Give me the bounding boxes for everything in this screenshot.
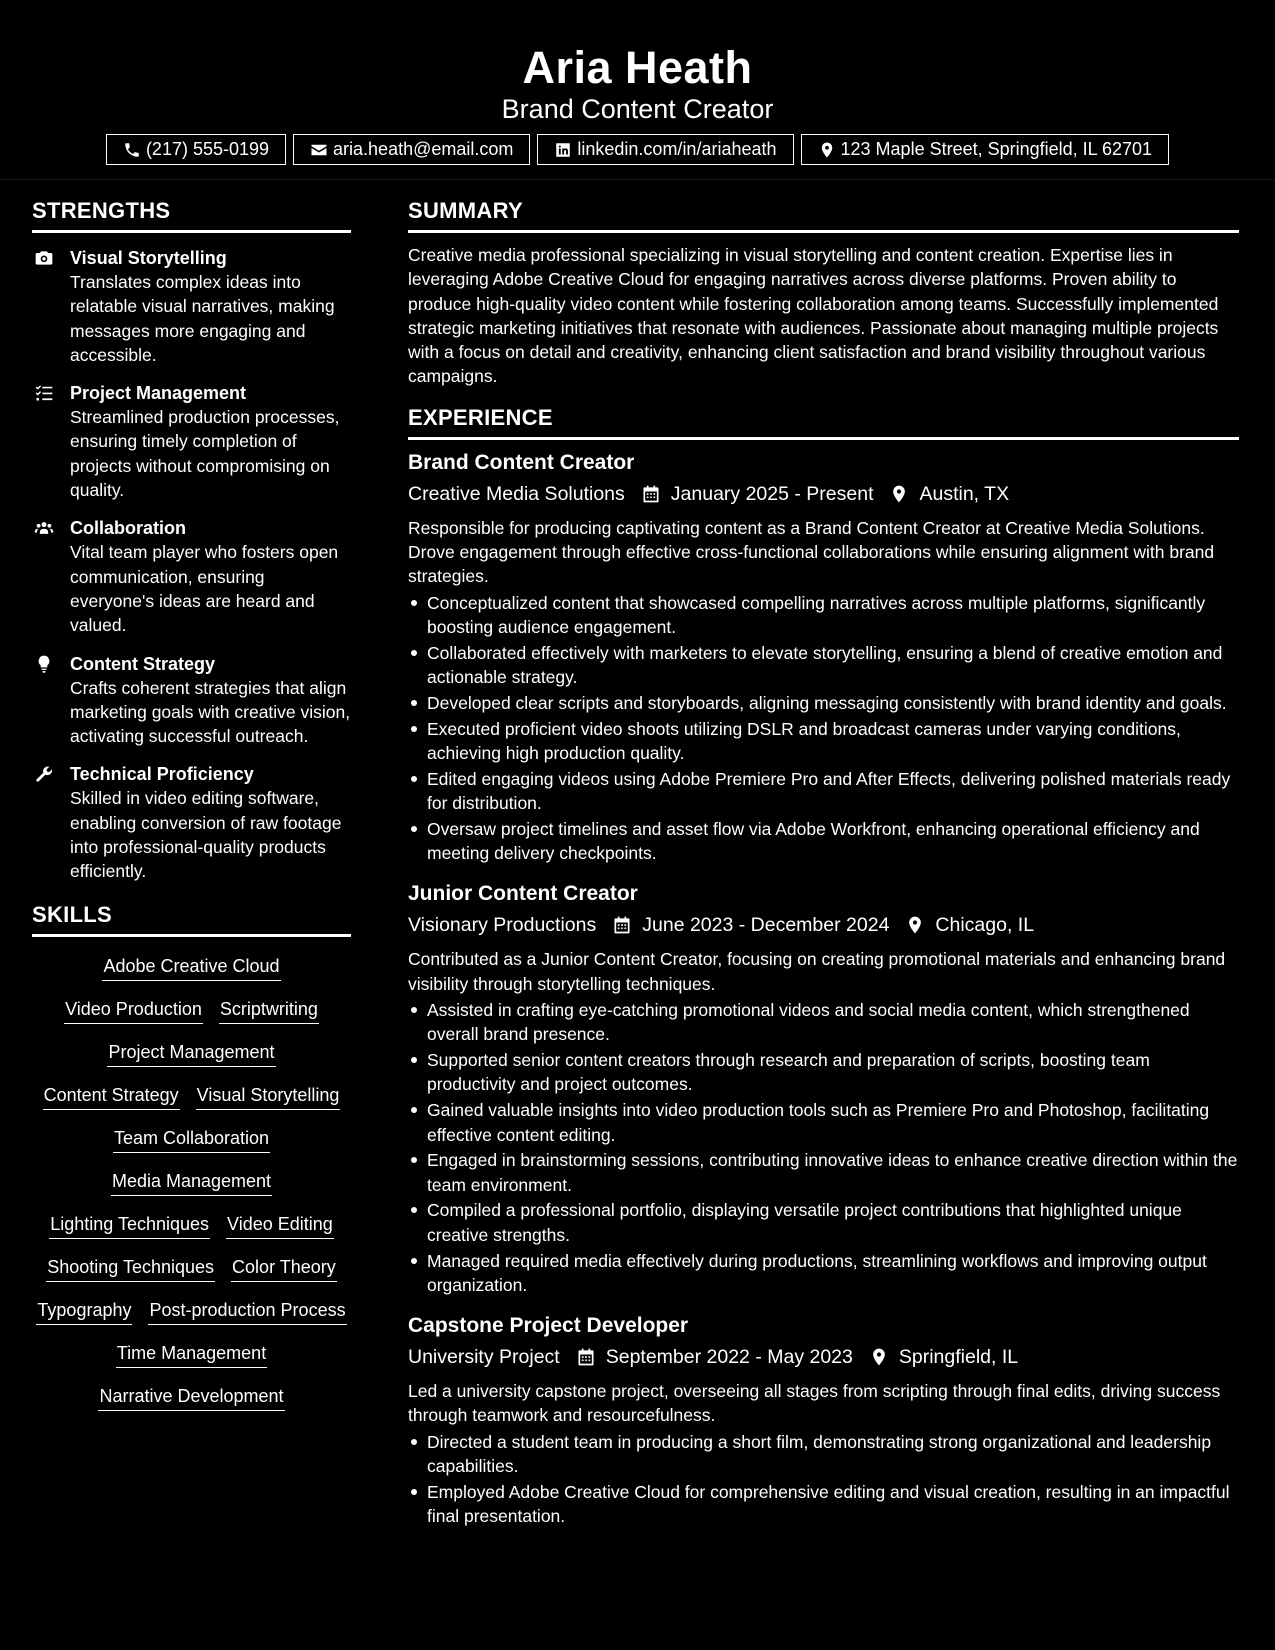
job-title: Junior Content Creator [408,882,638,906]
job-location: Springfield, IL [898,1346,1019,1369]
linkedin-text: linkedin.com/in/ariaheath [577,139,777,159]
job-title: Brand Content Creator [408,450,635,474]
skill-tag: Narrative Development [98,1382,284,1411]
skill-tag: Color Theory [231,1253,337,1282]
strengths-heading: STRENGTHS [32,198,351,233]
bullet-item: Executed proficient video shoots utilizing DSLR and broadcast cameras under varying conditions, achieving high production quality. [408,717,1239,766]
bullet-item: Supported senior content creators through research and preparation of scripts, boosting team productivity and project outcomes. [408,1048,1239,1097]
skill-tag: Video Production [64,995,203,1024]
job-dates: January 2025 - Present [670,482,874,505]
strength-desc: Translates complex ideas into relatable visual narratives, making messages more engaging and accessible. [70,272,335,365]
skill-tag: Typography [36,1296,132,1325]
camera-icon [34,248,54,268]
skill-tag: Content Strategy [43,1081,180,1110]
skills-heading: SKILLS [32,902,351,937]
strength-desc: Vital team player who fosters open communication, ensuring everyone's ideas are heard and valued. [70,542,339,636]
strength-desc: Crafts coherent strategies that align marketing goals with creative vision, activating successful outreach. [70,677,351,747]
candidate-title: Brand Content Creator [501,94,774,124]
strength-item [32,652,351,749]
skills-list [32,952,351,1411]
skill-tag: Adobe Creative Cloud [102,952,280,981]
job-bullets [408,1430,1239,1529]
skill-tag: Post-production Process [148,1296,346,1325]
bullet-item: Oversaw project timelines and asset flow via Adobe Workfront, enhancing operational efficiency and meeting delivery checkpoints. [408,817,1239,866]
job-meta [408,1342,1239,1372]
calendar-icon [576,1347,596,1367]
envelope-icon [310,141,328,159]
job-dates: September 2022 - May 2023 [605,1346,853,1369]
bullet-item: Engaged in brainstorming sessions, contributing innovative ideas to enhance creative direction within the team environment. [408,1148,1239,1197]
map-pin-icon [818,141,836,159]
job-meta [408,479,1239,509]
task-list-icon [34,383,54,403]
skill-tag: Time Management [116,1339,267,1368]
strength-title: Technical Proficiency [70,764,254,785]
job-dates: June 2023 - December 2024 [642,914,890,937]
skill-tag: Team Collaboration [113,1124,270,1153]
skill-tag: Visual Storytelling [196,1081,341,1110]
users-icon [34,518,54,538]
strength-title: Content Strategy [70,653,216,674]
job-description: Responsible for producing captivating content as a Brand Content Creator at Creative Media Solutions. Drove engagement through effective cross-functional collaborations while ensuring alignment with brand strategies. [408,517,1215,587]
bullet-item: Directed a student team in producing a short film, demonstrating strong organizational and leadership capabilities. [408,1430,1239,1479]
job-company: University Project [408,1346,560,1369]
bullet-item: Edited engaging videos using Adobe Premiere Pro and After Effects, delivering polished materials ready for distribution. [408,767,1239,816]
job-location: Austin, TX [919,482,1010,505]
map-pin-icon [905,915,925,935]
job-company: Visionary Productions [408,914,597,937]
map-pin-icon [869,1347,889,1367]
summary-text: Creative media professional specializing in visual storytelling and content creation. Expertise lies in leveraging Adobe Creative Cloud for engaging narratives across diverse platforms. Proven ability to produce high-quality video content while fostering collaboration among teams. Successfully implemented strategic marketing initiatives that resonate with audiences. Passionate about managing multiple projects with a focus on detail and creativity, enhancing client satisfaction and brand visibility throughout various campaigns. [408,245,1219,387]
address-text: 123 Maple Street, Springfield, IL 62701 [840,139,1153,159]
resume-header [0,0,1275,180]
strengths-list [32,246,351,884]
wrench-icon [34,764,54,784]
contact-address[interactable] [801,134,1170,165]
job-location: Chicago, IL [935,914,1035,937]
skill-tag: Scriptwriting [219,995,319,1024]
strength-title: Project Management [70,383,247,404]
bullet-item: Developed clear scripts and storyboards, aligning messaging consistently with brand identity and goals. [408,691,1239,715]
linkedin-icon [554,141,572,159]
strength-item [32,246,351,367]
strength-item [32,762,351,883]
strength-item [32,516,351,637]
strength-desc: Streamlined production processes, ensuring timely completion of projects without compromising on quality. [70,407,340,501]
contact-bar [0,134,1275,165]
experience-section [408,405,1239,1529]
email-text: aria.heath@email.com [333,139,514,159]
bullet-item: Managed required media effectively during productions, streamlining workflows and improving output organization. [408,1249,1239,1298]
job-title: Capstone Project Developer [408,1314,689,1338]
calendar-icon [641,484,661,504]
job-description: Led a university capstone project, overseeing all stages from scripting through final edits, driving success through teamwork and resourcefulness. [408,1381,1221,1426]
skill-tag: Project Management [107,1038,275,1067]
job-entry [408,448,1239,866]
map-pin-icon [889,484,909,504]
bullet-item: Gained valuable insights into video production tools such as Premiere Pro and Photoshop, facilitating effective content editing. [408,1098,1239,1147]
job-bullets [408,998,1239,1297]
bullet-item: Conceptualized content that showcased compelling narratives across multiple platforms, significantly boosting audience engagement. [408,591,1239,640]
bullet-item: Collaborated effectively with marketers to elevate storytelling, ensuring a blend of creative emotion and actionable strategy. [408,641,1239,690]
lightbulb-icon [34,654,54,674]
left-column [32,198,351,1411]
contact-phone[interactable] [106,134,286,165]
calendar-icon [612,915,632,935]
skill-tag: Lighting Techniques [49,1210,210,1239]
skill-tag: Media Management [111,1167,272,1196]
job-entry [408,1311,1239,1528]
skill-tag: Shooting Techniques [46,1253,215,1282]
bullet-item: Compiled a professional portfolio, displaying versatile project contributions that highlighted unique creative strengths. [408,1198,1239,1247]
bullet-item: Employed Adobe Creative Cloud for comprehensive editing and visual creation, resulting in an impactful final presentation. [408,1480,1239,1529]
strength-desc: Skilled in video editing software, enabling conversion of raw footage into professional-quality products efficiently. [70,788,342,882]
job-entry [408,879,1239,1297]
contact-linkedin[interactable] [537,134,793,165]
skill-tag: Video Editing [226,1210,334,1239]
phone-text: (217) 555-0199 [145,139,270,159]
strength-item [32,381,351,502]
phone-icon [123,141,141,159]
strength-title: Collaboration [70,518,186,539]
job-meta [408,910,1239,940]
experience-heading: EXPERIENCE [408,405,1239,440]
job-description: Contributed as a Junior Content Creator, focusing on creating promotional materials and enhancing brand visibility through storytelling techniques. [408,949,1226,994]
skills-section [32,902,351,1411]
summary-heading: SUMMARY [408,198,1239,233]
candidate-name: Aria Heath [522,42,753,93]
job-bullets [408,591,1239,866]
strength-title: Visual Storytelling [70,248,227,268]
right-column [408,198,1239,1530]
contact-email[interactable] [293,134,530,165]
job-company: Creative Media Solutions [408,482,625,505]
bullet-item: Assisted in crafting eye-catching promotional videos and social media content, which strengthened overall brand presence. [408,998,1239,1047]
